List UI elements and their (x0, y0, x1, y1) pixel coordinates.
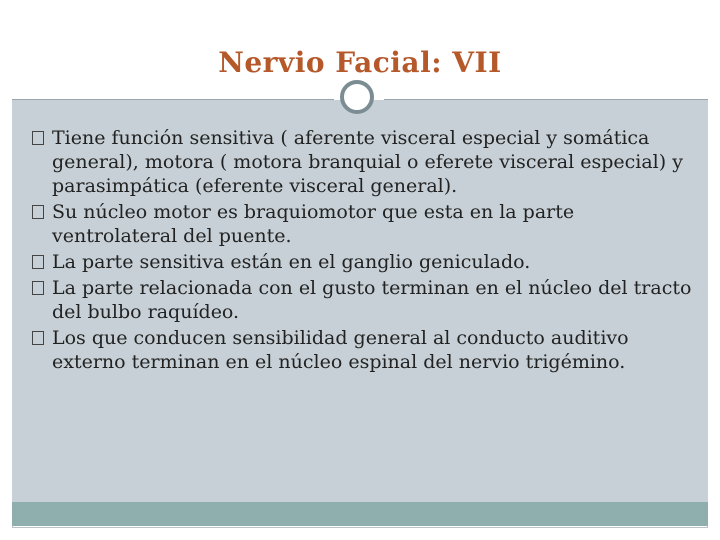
divider-ring-ornament (340, 80, 374, 114)
bullet-item (32, 250, 692, 274)
footer-band (12, 502, 708, 526)
bullet-text: Su núcleo motor es braquiomotor que esta en la parte ventrolateral del puente. (52, 201, 575, 247)
bullet-item (32, 276, 692, 324)
bullet-marker-icon (32, 331, 44, 345)
title-divider-left (12, 99, 334, 100)
bullet-marker-icon (32, 205, 44, 219)
bullet-text: Los que conducen sensibilidad general al conducto auditivo externo terminan en el núcleo espinal del nervio trigémino. (52, 327, 629, 373)
bullet-text: La parte sensitiva están en el ganglio geniculado. (52, 251, 531, 273)
bullet-item (32, 126, 692, 198)
slide-title: Nervio Facial: VII (218, 46, 502, 79)
bullet-marker-icon (32, 255, 44, 269)
bullet-text: Tiene función sensitiva ( aferente visceral especial y somática general), motora ( motora branquial o eferete visceral especial) y parasimpática (eferente visceral general). (52, 127, 683, 197)
bullet-item (32, 326, 692, 374)
bullet-text: La parte relacionada con el gusto terminan en el núcleo del tracto del bulbo raquídeo. (52, 277, 692, 323)
bullet-item (32, 200, 692, 248)
title-divider-right (384, 99, 708, 100)
bullet-marker-icon (32, 131, 44, 145)
bullet-list (32, 126, 692, 376)
bullet-marker-icon (32, 281, 44, 295)
